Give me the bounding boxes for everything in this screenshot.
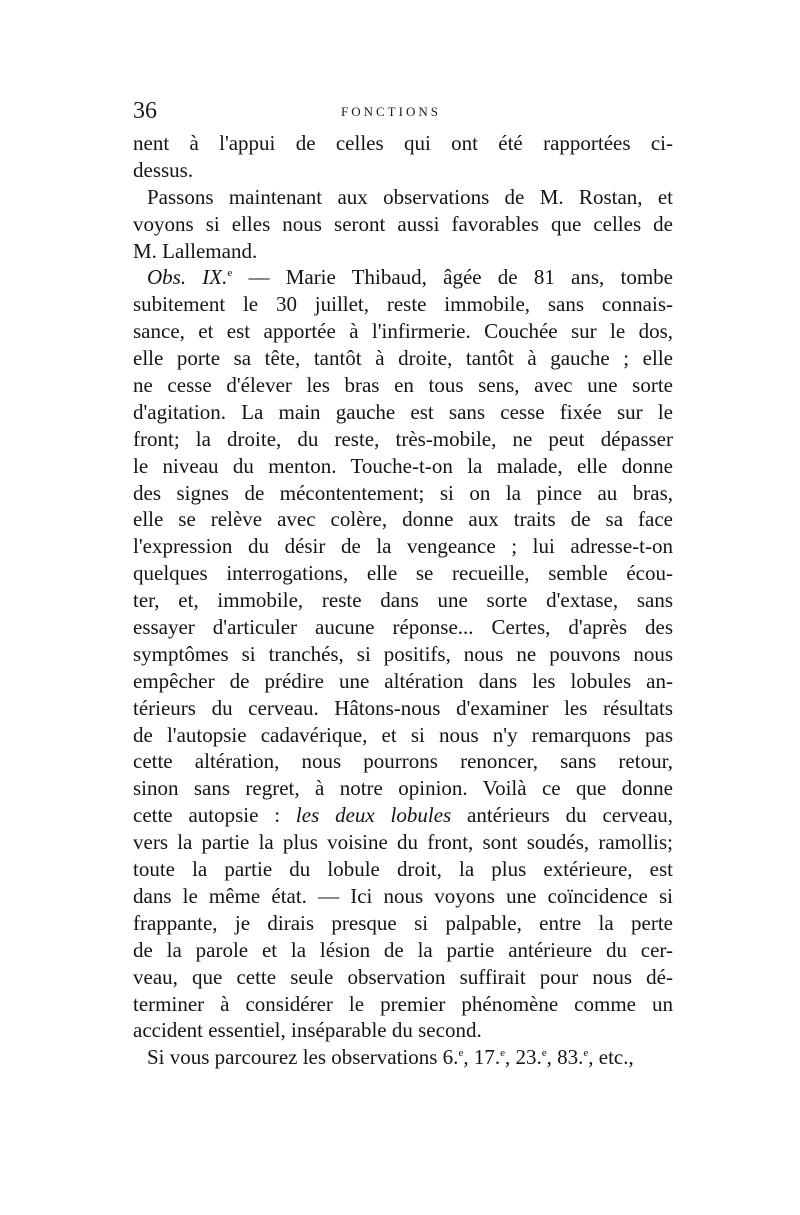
text-line: empêcher de prédire une altération dans les lobules an- xyxy=(133,668,673,693)
page-number: 36 xyxy=(133,98,157,124)
text-line: cette altération, nous pourrons renoncer, sans retour, xyxy=(133,749,673,774)
text-line: symptômes si tranchés, si positifs, nous ne pouvons nous xyxy=(133,641,673,666)
text-line: l'expression du désir de la vengeance ; lui adresse-t-on xyxy=(133,534,673,559)
text-line: de l'autopsie cadavérique, et si nous n'y remarquons pas xyxy=(133,722,673,747)
superscript: e xyxy=(583,1047,589,1060)
text-line: quelques interrogations, elle se recueille, semble écou- xyxy=(133,561,673,586)
paragraph-start-line xyxy=(133,1044,673,1071)
text-segment: , 17. xyxy=(463,1045,501,1070)
text-line: dans le même état. — Ici nous voyons une coïncidence si xyxy=(133,883,673,908)
text-line xyxy=(133,802,673,829)
paragraph-start-line xyxy=(133,264,673,291)
text-segment: , etc., xyxy=(588,1045,634,1070)
text-line: toute la partie du lobule droit, la plus extérieure, est xyxy=(133,857,673,882)
text-segment: , 23. xyxy=(504,1045,542,1070)
paragraph-start-line: Passons maintenant aux observations de M. Rostan, et xyxy=(147,184,673,209)
text-line: essayer d'articuler aucune réponse... Certes, d'après des xyxy=(133,615,673,640)
text-line: sance, et est apportée à l'infirmerie. Couchée sur le dos, xyxy=(133,319,673,344)
text-segment: , 83. xyxy=(546,1045,584,1070)
italic-phrase: les deux lobules xyxy=(295,803,452,828)
text-line: voyons si elles nous seront aussi favorables que celles de xyxy=(133,211,673,236)
observation-text: — Marie Thibaud, âgée de 81 ans, tombe xyxy=(248,265,673,290)
text-line: frappante, je dirais presque si palpable, entre la perte xyxy=(133,910,673,935)
body-text xyxy=(133,130,673,1071)
text-line: d'agitation. La main gauche est sans cesse fixée sur le xyxy=(133,399,673,424)
text-line: subitement le 30 juillet, reste immobile, sans connais- xyxy=(133,292,673,317)
text-line: front; la droite, du reste, très-mobile, ne peut dépasser xyxy=(133,426,673,451)
text-line: elle se relève avec colère, donne aux traits de sa face xyxy=(133,507,673,532)
superscript: e xyxy=(458,1047,464,1060)
running-head: FONCTIONS xyxy=(341,104,441,119)
text-line: térieurs du cerveau. Hâtons-nous d'examiner les résultats xyxy=(133,695,673,720)
text-line: veau, que cette seule observation suffirait pour nous dé- xyxy=(133,964,673,989)
text-segment: antérieurs du cerveau, xyxy=(467,803,673,828)
superscript: e xyxy=(500,1047,505,1060)
text-line: terminer à considérer le premier phénomène comme un xyxy=(133,991,673,1016)
text-line: M. Lallemand. xyxy=(133,238,258,263)
text-segment: Si vous parcourez les observations 6. xyxy=(147,1045,459,1070)
page-header xyxy=(133,96,673,126)
text-line: le niveau du menton. Touche-t-on la malade, elle donne xyxy=(133,453,673,478)
text-line: des signes de mécontentement; si on la pince au bras, xyxy=(133,480,673,505)
text-line: elle porte sa tête, tantôt à droite, tantôt à gauche ; elle xyxy=(133,346,673,371)
observation-label: Obs. IX. xyxy=(147,265,228,290)
text-line: de la parole et la lésion de la partie antérieure du cer- xyxy=(133,937,673,962)
text-line: ne cesse d'élever les bras en tous sens, avec une sorte xyxy=(133,373,673,398)
text-line: accident essentiel, inséparable du second. xyxy=(133,1018,482,1043)
text-segment: cette autopsie : xyxy=(133,803,281,828)
text-line: nent à l'appui de celles qui ont été rapportées ci- xyxy=(133,131,673,155)
text-line: dessus. xyxy=(133,157,194,182)
superscript: e xyxy=(227,267,233,280)
text-line: sinon sans regret, à notre opinion. Voilà ce que donne xyxy=(133,776,673,801)
text-line: vers la partie la plus voisine du front, sont soudés, ramollis; xyxy=(133,830,673,855)
text-line: ter, et, immobile, reste dans une sorte d'extase, sans xyxy=(133,588,673,613)
superscript: e xyxy=(541,1047,547,1060)
